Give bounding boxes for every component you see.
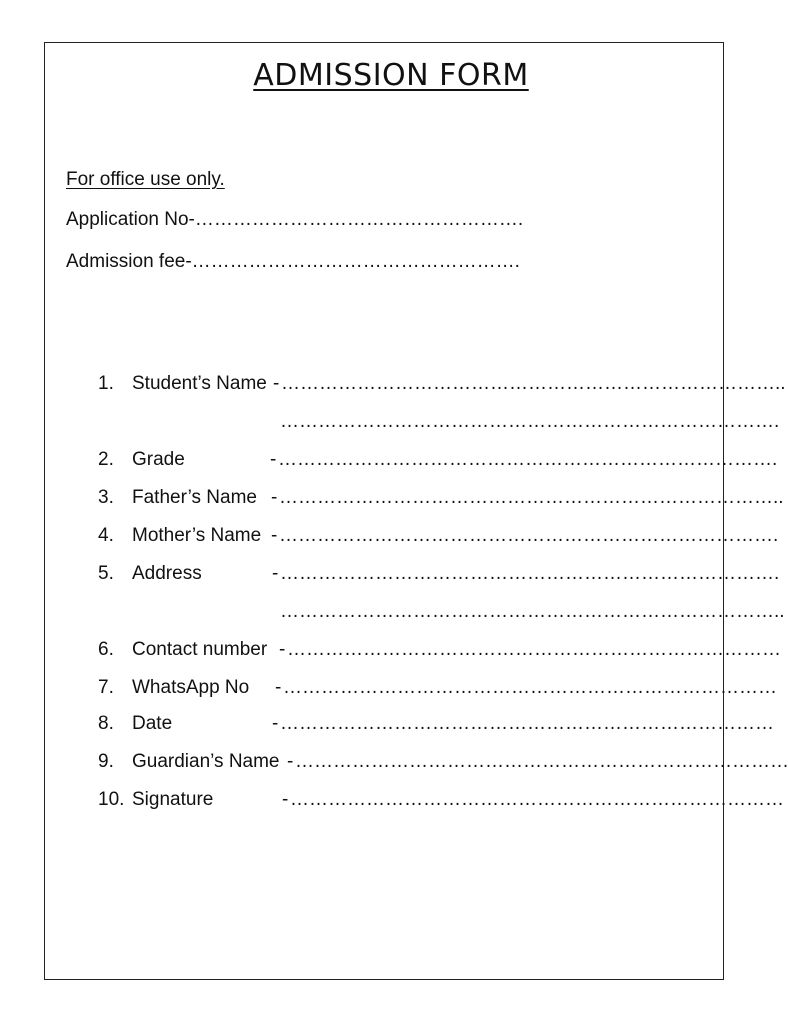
field-number: 5. (98, 563, 114, 584)
office-use-heading: For office use only. (66, 169, 225, 190)
field-mother-name (0, 525, 779, 549)
field-signature (0, 789, 784, 813)
form-title: ADMISSION FORM (253, 58, 529, 93)
field-label: Mother’s Name (132, 525, 262, 546)
field-number: 8. (98, 713, 114, 734)
field-number: 1. (98, 373, 114, 394)
field-grade (0, 449, 778, 473)
field-date (0, 713, 774, 737)
field-father-name (0, 487, 784, 511)
application-no-label: Application No- (66, 209, 195, 230)
field-fill-line: …………………………………………………………………….. (281, 373, 786, 394)
admission-fee-dots: ……………………………………………. (191, 251, 520, 272)
field-fill-line: …………………………………………………………………….. (279, 487, 784, 508)
admission-fee-row (66, 251, 520, 273)
field-label: Student’s Name (132, 373, 267, 394)
field-fill-line: …………………………………………………………………… (280, 713, 774, 734)
field-separator: - (287, 751, 294, 772)
field-separator: - (271, 487, 278, 508)
field-fill-line: …………………………………………………………………… (283, 677, 777, 698)
field-separator: - (282, 789, 289, 810)
field-separator: - (270, 449, 277, 470)
field-separator: - (272, 563, 279, 584)
field-number: 7. (98, 677, 114, 698)
field-label: Address (132, 563, 202, 584)
application-no-dots: ……………………………………………. (194, 209, 524, 230)
field-student-name (0, 373, 786, 397)
field-separator: - (275, 677, 282, 698)
field-label: Guardian’s Name (132, 751, 280, 772)
field-number: 4. (98, 525, 114, 546)
field-address (0, 563, 780, 587)
field-label: Grade (132, 449, 185, 470)
field-fill-line: …………………………………………………………………… (295, 751, 789, 772)
field-whatsapp-no (0, 677, 777, 701)
field-label: Date (132, 713, 173, 734)
field-label: WhatsApp No (132, 677, 250, 698)
field-fill-line: …………………………………………………………………… (287, 639, 781, 660)
student-name-continuation-line: ……………………………………………………………………. (280, 411, 780, 432)
admission-fee-label: Admission fee- (66, 251, 192, 272)
field-number: 9. (98, 751, 114, 772)
field-label: Signature (132, 789, 214, 810)
field-fill-line: ……………………………………………………………………. (280, 563, 780, 584)
field-number: 2. (98, 449, 114, 470)
field-separator: - (271, 525, 278, 546)
field-fill-line: …………………………………………………………………… (290, 789, 784, 810)
field-guardian-name (0, 751, 789, 775)
field-label: Contact number (132, 639, 268, 660)
field-fill-line: ……………………………………………………………………. (279, 525, 779, 546)
field-fill-line: ……………………………………………………………………. (278, 449, 778, 470)
application-no-row (66, 209, 523, 231)
field-number: 6. (98, 639, 114, 660)
field-separator: - (273, 373, 280, 394)
field-separator: - (272, 713, 279, 734)
field-separator: - (279, 639, 286, 660)
field-contact-number (0, 639, 781, 663)
field-number: 3. (98, 487, 114, 508)
field-label: Father’s Name (132, 487, 257, 508)
field-number: 10. (98, 789, 125, 810)
address-continuation-line: …………………………………………………………………….. (280, 601, 785, 622)
